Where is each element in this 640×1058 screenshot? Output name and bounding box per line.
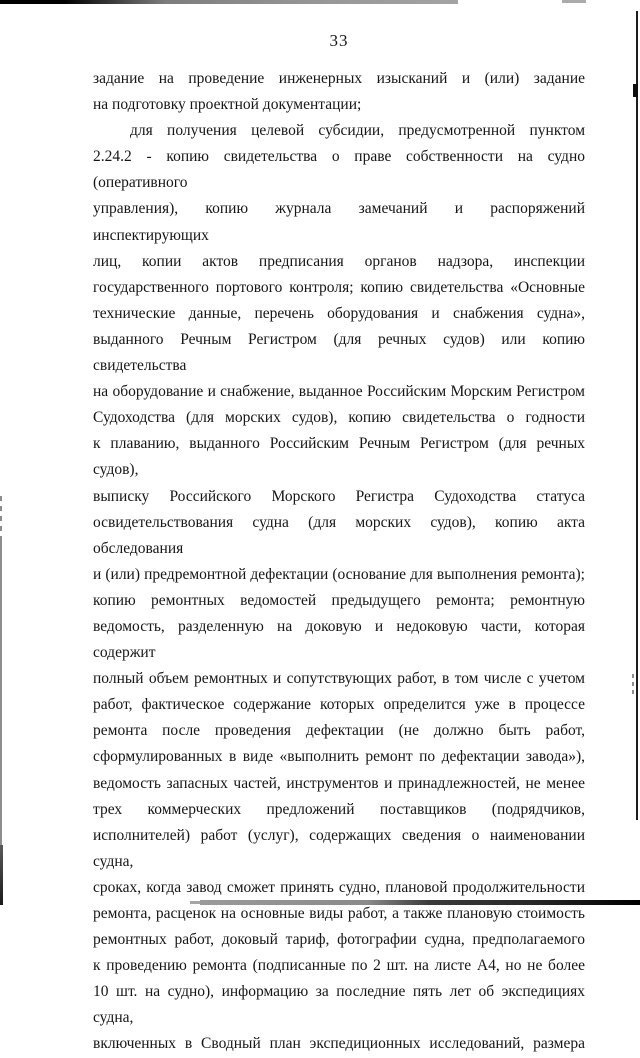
text-line: полный объем ремонтных и сопутствующих работ, в том числе с учетом bbox=[93, 670, 585, 688]
text-line: ведомость запасных частей, инструментов и принадлежностей, не менее bbox=[93, 774, 585, 792]
text-line: включенных в Сводный план экспедиционных исследований, размера bbox=[93, 1035, 585, 1053]
text-line: копию ремонтных ведомостей предыдущего ремонта; ремонтную bbox=[93, 591, 585, 609]
text-line: на подготовку проектной документации; bbox=[93, 96, 362, 114]
text-line: выписку Российского Морского Регистра Судоходства статуса bbox=[93, 487, 585, 505]
scan-edge-left bbox=[0, 540, 2, 845]
text-line: к проведению ремонта (подписанные по 2 шт. на листе А4, но не более bbox=[93, 957, 585, 975]
text-line: выданного Речным Регистром (для речных судов) или копию свидетельства bbox=[93, 330, 585, 375]
text-line: исполнителей) работ (услуг), содержащих сведения о наименовании судна, bbox=[93, 826, 585, 870]
scan-edge-left-bottom bbox=[0, 845, 3, 905]
text-line: ведомость, разделенную на доковую и недоковую части, которая содержит bbox=[93, 617, 585, 662]
text-line: для получения целевой субсидии, предусмотренной пунктом bbox=[130, 122, 585, 140]
text-line: лиц, копии актов предписания органов надзора, инспекции bbox=[93, 252, 585, 270]
scan-edge-right-blob bbox=[633, 84, 638, 97]
scan-edge-top-dash bbox=[562, 0, 586, 3]
document-body bbox=[93, 66, 585, 1058]
text-line: ремонта, расценок на основные виды работ, а также плановую стоимость bbox=[93, 905, 585, 922]
text-line: 10 шт. на судно), информацию за последние пять лет об экспедициях судна, bbox=[93, 983, 585, 1027]
text-line: трех коммерческих предложений поставщиков (подрядчиков, bbox=[93, 800, 585, 818]
text-line: Судоходства (для морских судов), копию свидетельства о годности bbox=[93, 409, 585, 427]
text-line: управления), копию журнала замечаний и распоряжений инспектирующих bbox=[93, 200, 585, 244]
page-number: 33 bbox=[329, 31, 349, 50]
text-line: сроках, когда завод сможет принять судно, плановой продолжительности bbox=[93, 878, 585, 896]
scan-edge-top bbox=[0, 0, 458, 4]
text-line: и (или) предремонтной дефектации (основание для выполнения ремонта); bbox=[93, 565, 585, 583]
text-line: сформулированных в виде «выполнить ремонт по дефектации завода»), bbox=[93, 748, 585, 766]
paragraph bbox=[93, 118, 585, 1057]
text-line: на оборудование и снабжение, выданное Российским Морским Регистром bbox=[93, 383, 585, 401]
text-line: ремонтных работ, доковый тариф, фотографии судна, предполагаемого bbox=[93, 931, 585, 949]
scan-edge-left-dashes bbox=[0, 496, 2, 540]
text-line: работ, фактическое содержание которых определится уже в процессе bbox=[93, 696, 585, 714]
text-line: 2.24.2 - копию свидетельства о праве собственности на судно (оперативного bbox=[93, 148, 585, 192]
text-line: освидетельствования судна (для морских судов), копию акта обследования bbox=[93, 513, 585, 557]
paragraph bbox=[93, 66, 585, 118]
scan-edge-right-dash bbox=[632, 674, 634, 694]
text-line: государственного портового контроля; копию свидетельства «Основные bbox=[93, 278, 585, 296]
text-line: ремонта после проведения дефектации (не должно быть работ, bbox=[93, 722, 585, 740]
text-line: к плаванию, выданного Российским Речным Регистром (для речных судов), bbox=[93, 435, 585, 479]
scan-edge-right bbox=[636, 11, 638, 820]
text-line: технические данные, перечень оборудования и снабжения судна», bbox=[93, 304, 585, 322]
text-line: задание на проведение инженерных изысканий и (или) задание bbox=[93, 70, 585, 87]
